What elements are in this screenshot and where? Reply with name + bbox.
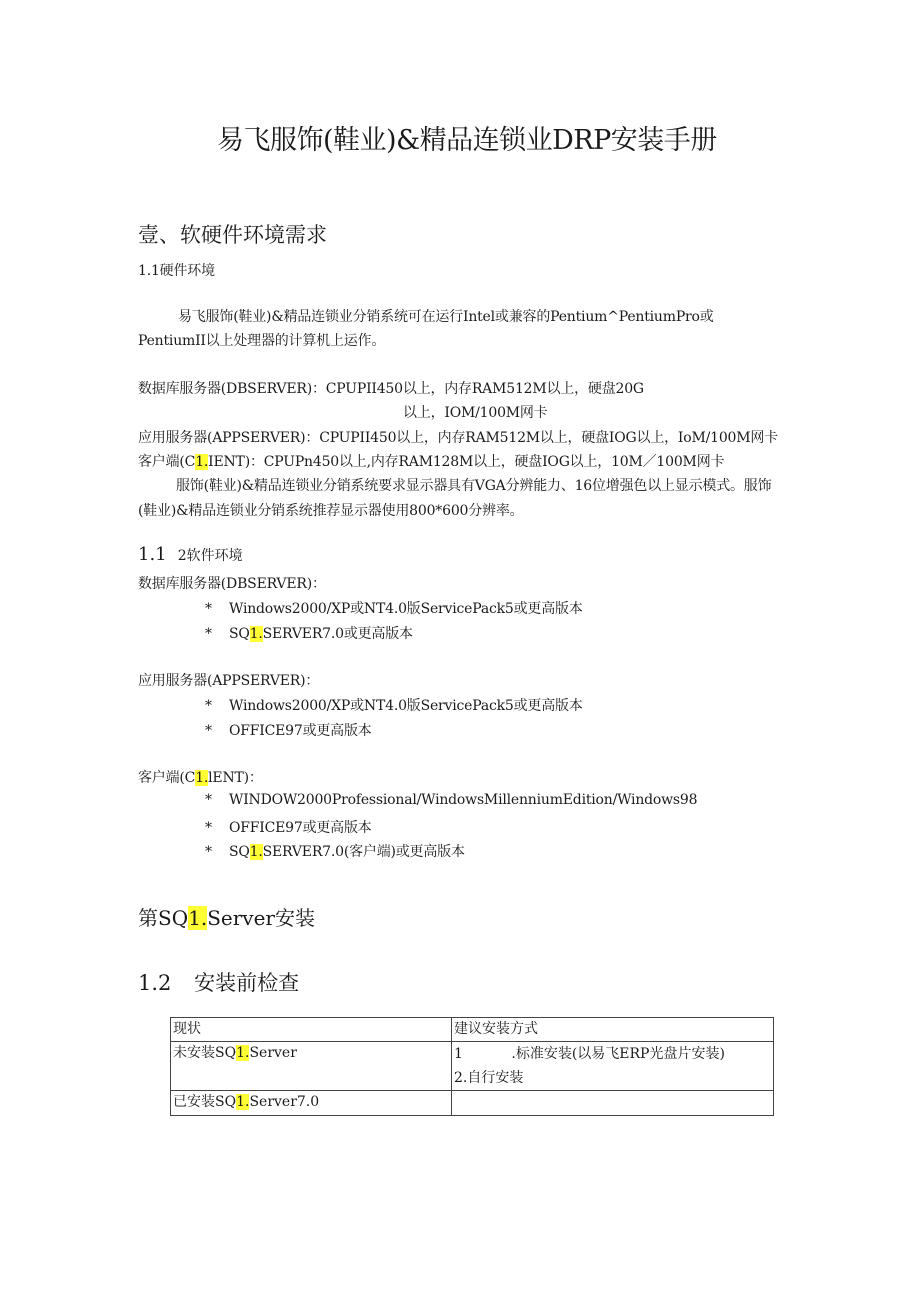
db-server-spec-line2: 以上，IOM/100M网卡 (403, 405, 548, 421)
section-heading-sql-install (138, 902, 315, 931)
db-server-spec-line1: 数据库服务器(DBSERVER)：CPUPII450以上，内存RAM512M以上，硬盘20G (138, 381, 644, 397)
list-item-text-suffix: SERVER7.0(客户端)或更高版本 (262, 844, 465, 860)
list-item-text: SQ (229, 625, 250, 642)
display-para-line2: (鞋业)&精品连锁业分销系统推荐显示器使用800*600分辨率。 (138, 503, 524, 519)
highlight-mark: 1. (249, 625, 263, 642)
list-item (205, 695, 583, 715)
option-text: .标准安装(以易飞ERP光盘片安装) (511, 1046, 725, 1062)
list-item-text: OFFICE97或更高版本 (229, 819, 372, 836)
option-number: 1 (454, 1046, 463, 1062)
client-label-post: lENT)： (208, 770, 263, 786)
client-spec (138, 451, 724, 471)
table-row (171, 1042, 774, 1091)
list-item-text: WINDOW2000Professional/WindowsMillenniumEdition/Windows98 (229, 792, 698, 808)
list-item (205, 720, 372, 740)
bullet-mark: * (205, 698, 212, 714)
list-item (205, 841, 465, 861)
status-post: Server7.0 (249, 1094, 320, 1110)
precheck-num: 1.2 (138, 971, 172, 995)
list-item-text: Windows2000/XP或NT4.0版ServicePack5或更高版本 (229, 698, 583, 714)
display-para-line1: 服饰(鞋业)&精品连锁业分销系统要求显示器具有VGA分辨能力、16位增强色以上显示模式。服饰 (176, 478, 772, 494)
subsection-software-num: 1.1 (138, 544, 167, 565)
bullet-mark: * (205, 625, 212, 642)
list-item (205, 792, 697, 808)
bullet-mark: * (205, 819, 212, 836)
client-spec-post: IENT)：CPUPn450以上,内存RAM128M以上，硬盘IOG以上，10M／100M网卡 (208, 454, 725, 470)
table-row (171, 1091, 774, 1116)
hardware-para-line1: 易飞服饰(鞋业)&精品连锁业分销系统可在运行Intel或兼容的Pentium^PentiumPro或 (178, 309, 714, 325)
client-label-pre: 客户端(C (138, 770, 196, 786)
table-header-status: 现状 (171, 1018, 452, 1042)
table-cell-status (171, 1091, 452, 1116)
bullet-mark: * (205, 722, 212, 739)
list-item-text: SQ (229, 844, 250, 860)
table-cell-method (452, 1042, 774, 1091)
list-item-text-suffix: SERVER7.0或更高版本 (262, 625, 413, 642)
highlight-mark: 1. (195, 454, 209, 470)
bullet-mark: * (205, 601, 212, 617)
list-item-text: OFFICE97或更高版本 (229, 722, 372, 739)
section-heading-requirements: 壹、软硬件环境需求 (138, 223, 327, 247)
highlight-mark: 1. (188, 906, 208, 930)
subsection-software (138, 544, 243, 565)
db-server-label: 数据库服务器(DBSERVER)： (138, 576, 326, 592)
list-item-text: Windows2000/XP或NT4.0版ServicePack5或更高版本 (229, 601, 583, 617)
table-cell-method (452, 1091, 774, 1116)
hardware-para-line2: PentiumII以上处理器的计算机上运作。 (138, 333, 386, 349)
precheck-text: 安装前检查 (194, 971, 300, 995)
list-item (205, 598, 583, 618)
subsection-software-text: 2软件环境 (177, 548, 243, 564)
app-server-label: 应用服务器(APPSERVER)： (138, 673, 320, 689)
subsection-hardware: 1.1硬件环境 (138, 263, 215, 279)
status-pre: 未安装SQ (173, 1045, 237, 1061)
bullet-mark: * (205, 844, 212, 860)
highlight-mark: 1. (249, 844, 263, 860)
install-check-table (170, 1017, 774, 1116)
table-header-method: 建议安装方式 (452, 1018, 774, 1042)
method-option-2: 2.自行安装 (454, 1070, 524, 1086)
client-spec-pre: 客户端(C (138, 454, 196, 470)
sql-heading-post: Server安装 (207, 906, 315, 930)
table-header-row (171, 1018, 774, 1042)
list-item (205, 623, 413, 643)
highlight-mark: 1. (195, 770, 209, 786)
method-option-1 (454, 1042, 771, 1066)
status-pre: 已安装SQ (173, 1094, 237, 1110)
document-title: 易飞服饰(鞋业)&精品连锁业DRP安装手册 (217, 125, 717, 156)
highlight-mark: 1. (236, 1094, 250, 1110)
sql-heading-pre: 第SQ (138, 906, 189, 930)
client-label (138, 767, 263, 787)
status-post: Server (249, 1045, 297, 1061)
table-cell-status (171, 1042, 452, 1091)
highlight-mark: 1. (236, 1045, 250, 1061)
bullet-mark: * (205, 792, 212, 808)
app-server-spec: 应用服务器(APPSERVER)：CPUPII450以上，内存RAM512M以上，硬盘IOG以上，IoM/100M网卡 (138, 430, 778, 446)
subsection-precheck (138, 967, 299, 997)
list-item (205, 817, 372, 837)
